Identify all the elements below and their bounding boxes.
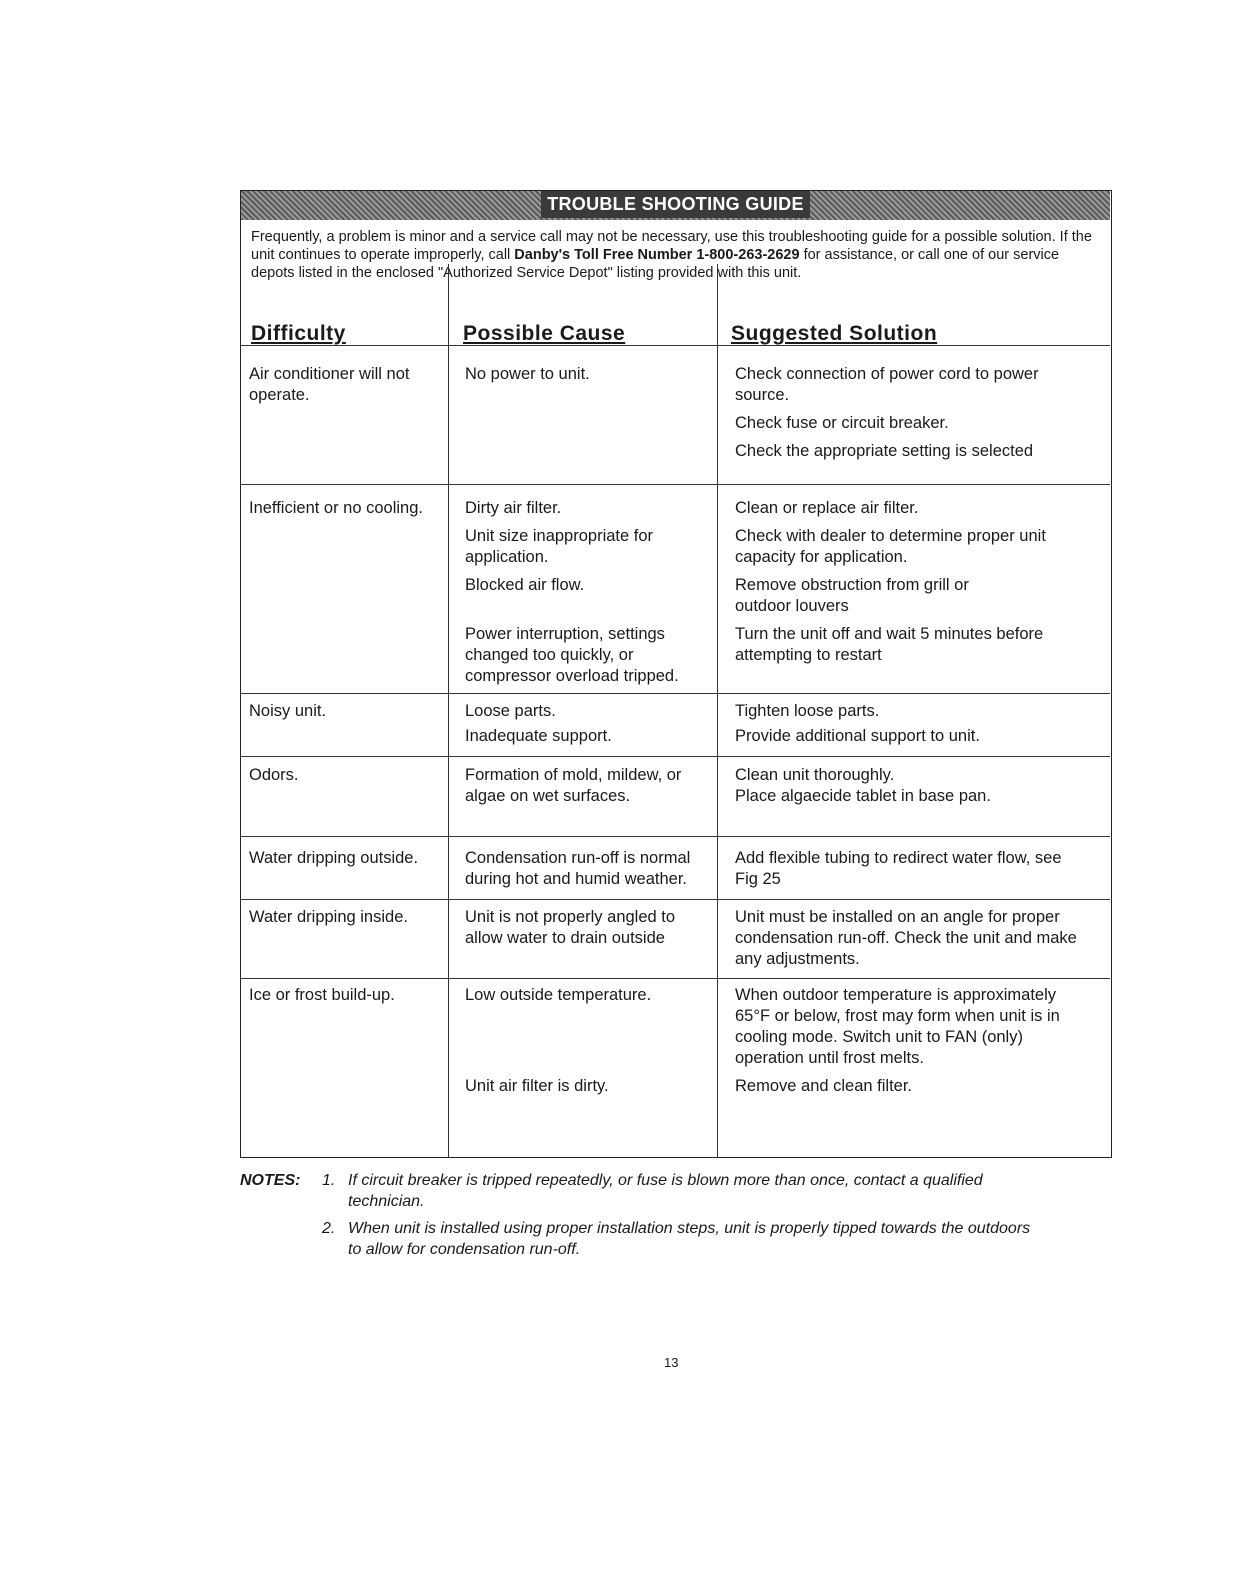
- difficulty-cell: Air conditioner will not operate.: [249, 365, 410, 404]
- cause-cell: [465, 701, 710, 754]
- header-difficulty: Difficulty: [251, 322, 346, 345]
- difficulty-cell: Water dripping outside.: [249, 849, 419, 867]
- title-banner: [241, 191, 1110, 220]
- solution-text: Remove obstruction from grill or outdoor louvers: [735, 576, 969, 615]
- solution-text: Remove and clean filter.: [735, 1077, 913, 1095]
- cause-text: Formation of mold, mildew, or algae on wet surfaces.: [465, 766, 682, 805]
- difficulty-cell: Noisy unit.: [249, 702, 327, 720]
- note-number: 2.: [322, 1220, 336, 1237]
- cause-cell: [465, 848, 713, 897]
- difficulty-cell: Odors.: [249, 766, 299, 784]
- page-number: 13: [664, 1355, 679, 1370]
- solution-text: Check the appropriate setting is selected: [735, 442, 1034, 460]
- header-possible-cause: Possible Cause: [463, 322, 626, 345]
- solution-text: Clean or replace air filter.: [735, 499, 919, 517]
- solution-cell: [735, 985, 1090, 1104]
- cause-text: Unit is not properly angled to allow water to drain outside: [465, 908, 676, 947]
- solution-cell: [735, 765, 1085, 814]
- intro-paragraph: [251, 228, 1101, 282]
- cause-text: Unit air filter is dirty.: [465, 1077, 609, 1095]
- cause-cell: [465, 364, 710, 392]
- solution-cell: [735, 364, 1065, 469]
- difficulty-cell: Ice or frost build-up.: [249, 986, 395, 1004]
- cause-text: Condensation run-off is normal during hot and humid weather.: [465, 849, 691, 888]
- cause-text: Unit size inappropriate for application.: [465, 527, 654, 566]
- cause-text: Inadequate support.: [465, 727, 612, 745]
- solution-text: Place algaecide tablet in base pan.: [735, 787, 991, 805]
- solution-cell: [735, 701, 1085, 754]
- cause-cell: [465, 765, 710, 814]
- cause-cell: [465, 498, 710, 694]
- cause-cell: [465, 907, 695, 956]
- solution-text: Add flexible tubing to redirect water flow, see Fig 25: [735, 849, 1062, 888]
- solution-text: Turn the unit off and wait 5 minutes before attempting to restart: [735, 625, 1044, 664]
- notes-label: NOTES:: [240, 1172, 301, 1189]
- column-divider: [448, 264, 449, 1157]
- solution-text: When outdoor temperature is approximately 65°F or below, frost may form when unit is in cooling mode. Switch unit to FAN (only) operation until frost melts.: [735, 986, 1060, 1067]
- intro-text-2: for assistance, or call one of our service depots listed in the enclosed "Authorized Service Depot" listing provided with this unit.: [251, 247, 1060, 281]
- difficulty-cell: Water dripping inside.: [249, 908, 408, 926]
- note-number: 1.: [322, 1172, 336, 1189]
- solution-cell: [735, 848, 1075, 897]
- cause-text: Dirty air filter.: [465, 499, 562, 517]
- solution-text: Check with dealer to determine proper unit capacity for application.: [735, 527, 1046, 566]
- note-text: When unit is installed using proper installation steps, unit is properly tipped towards the outdoors to allow for condensation run-off.: [348, 1220, 1031, 1258]
- toll-free-number: Danby's Toll Free Number 1-800-263-2629: [514, 247, 800, 263]
- cause-text: No power to unit.: [465, 365, 590, 383]
- solution-text: Tighten loose parts.: [735, 702, 880, 720]
- cause-text: Power interruption, settings changed too quickly, or compressor overload tripped.: [465, 625, 679, 685]
- row-divider: [241, 978, 1110, 979]
- solution-text: Unit must be installed on an angle for proper condensation run-off. Check the unit and make any adjustments.: [735, 908, 1077, 968]
- row-divider: [241, 836, 1110, 837]
- guide-title: TROUBLE SHOOTING GUIDE: [541, 191, 810, 218]
- row-divider: [241, 345, 1110, 346]
- row-divider: [241, 756, 1110, 757]
- solution-cell: [735, 907, 1090, 977]
- difficulty-cell: Inefficient or no cooling.: [249, 499, 423, 517]
- solution-text: Clean unit thoroughly.: [735, 766, 895, 784]
- column-divider: [717, 264, 718, 1157]
- cause-text: Blocked air flow.: [465, 576, 585, 594]
- cause-cell: [465, 985, 710, 1104]
- solution-cell: [735, 498, 1085, 673]
- row-divider: [241, 484, 1110, 485]
- solution-text: Check fuse or circuit breaker.: [735, 414, 949, 432]
- intro-text-1: Frequently, a problem is minor and a service call may not be necessary, use this troubleshooting guide for a possible solution. If the unit continues to operate improperly, call: [251, 229, 1092, 263]
- header-suggested-solution: Suggested Solution: [731, 322, 938, 345]
- troubleshooting-guide-box: [240, 190, 1112, 1158]
- cause-text: Loose parts.: [465, 702, 556, 720]
- cause-text: Low outside temperature.: [465, 986, 652, 1004]
- solution-text: Check connection of power cord to power source.: [735, 365, 1039, 404]
- row-divider: [241, 899, 1110, 900]
- solution-text: Provide additional support to unit.: [735, 727, 980, 745]
- note-text: If circuit breaker is tripped repeatedly, or fuse is blown more than once, contact a qualified technician.: [348, 1172, 983, 1210]
